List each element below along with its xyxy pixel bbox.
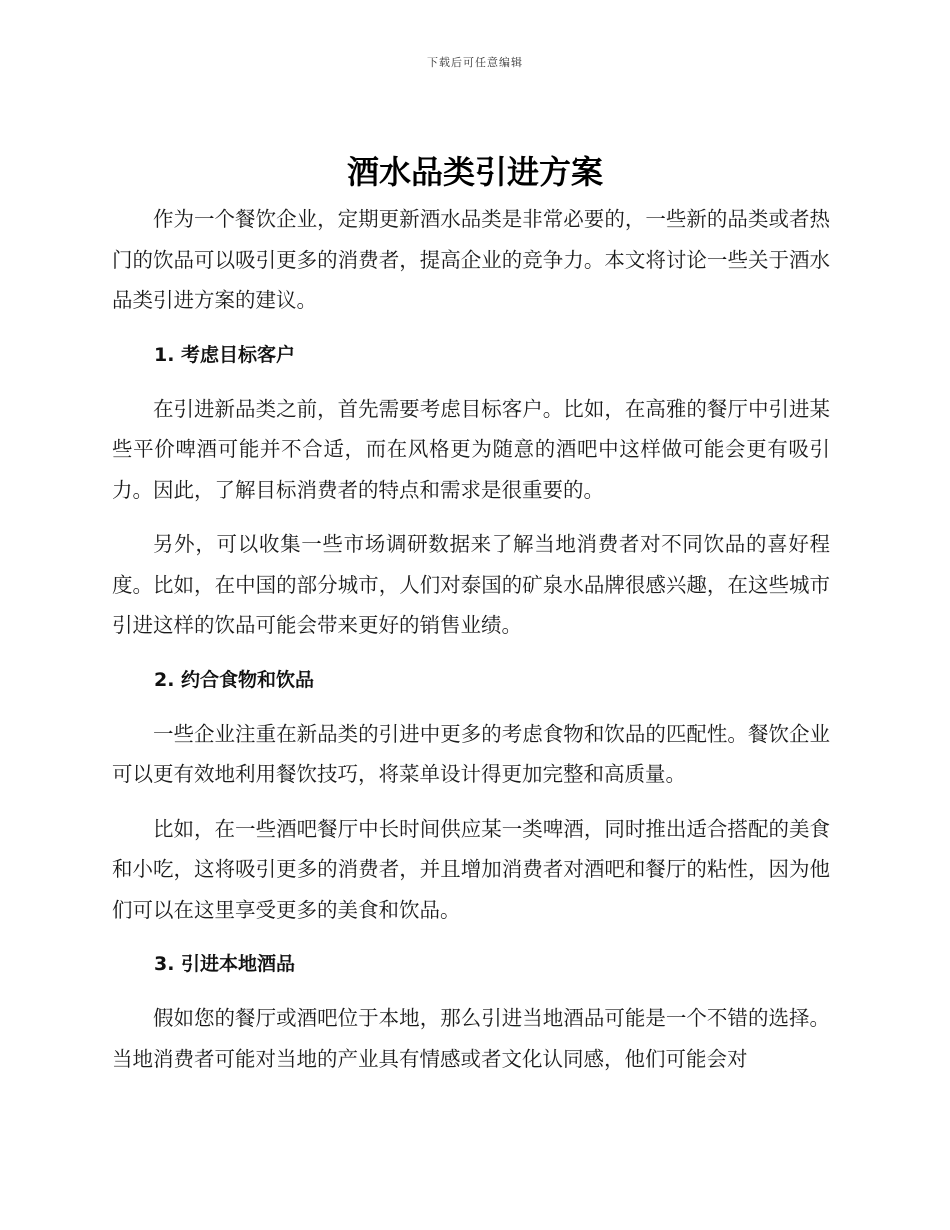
section-2-paragraph-2: 比如，在一些酒吧餐厅中长时间供应某一类啤酒，同时推出适合搭配的美食和小吃，这将吸引更多的消费者，并且增加消费者对酒吧和餐厅的粘性，因为他们可以在这里享受更多的美食和饮品。	[112, 816, 830, 922]
section-heading-3: 3. 引进本地酒品	[154, 953, 296, 975]
header-note: 下载后可任意编辑	[427, 56, 523, 69]
document-title: 酒水品类引进方案	[346, 153, 603, 191]
intro-paragraph: 作为一个餐饮企业，定期更新酒水品类是非常必要的，一些新的品类或者热门的饮品可以吸引更多的消费者，提高企业的竞争力。本文将讨论一些关于酒水品类引进方案的建议。	[112, 207, 830, 312]
section-1-paragraph-1: 在引进新品类之前，首先需要考虑目标客户。比如，在高雅的餐厅中引进某些平价啤酒可能并不合适，而在风格更为随意的酒吧中这样做可能会更有吸引力。因此，了解目标消费者的特点和需求是很重要的。	[112, 396, 830, 502]
section-heading-2: 2. 约合食物和饮品	[154, 668, 315, 691]
section-1-paragraph-2: 另外，可以收集一些市场调研数据来了解当地消费者对不同饮品的喜好程度。比如，在中国的部分城市，人们对泰国的矿泉水品牌很感兴趣，在这些城市引进这样的饮品可能会带来更好的销售业绩。	[112, 532, 830, 637]
section-heading-1: 1. 考虑目标客户	[154, 343, 296, 366]
section-2-paragraph-1: 一些企业注重在新品类的引进中更多的考虑食物和饮品的匹配性。餐饮企业可以更有效地利用餐饮技巧，将菜单设计得更加完整和高质量。	[112, 721, 830, 786]
section-3-paragraph-1: 假如您的餐厅或酒吧位于本地，那么引进当地酒品可能是一个不错的选择。当地消费者可能对当地的产业具有情感或者文化认同感，他们可能会对	[112, 1006, 830, 1071]
document-body	[112, 199, 830, 1093]
